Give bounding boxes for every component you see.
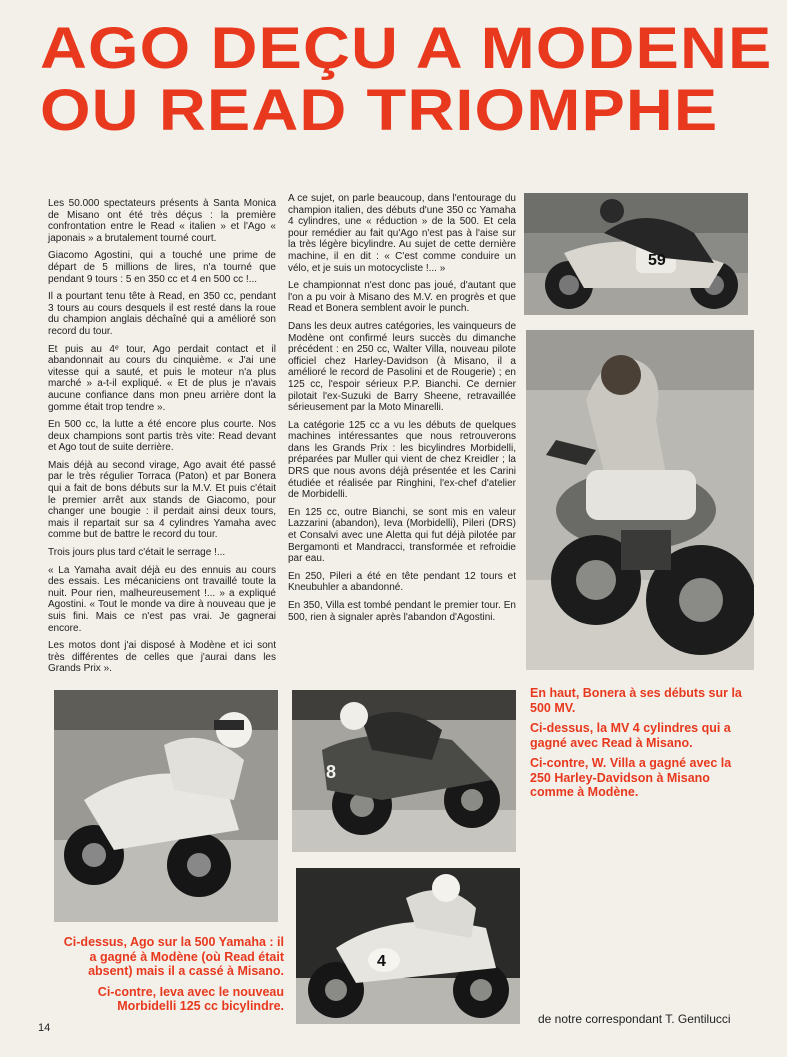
photo-ieva-morbidelli — [296, 868, 520, 1024]
paragraph: La catégorie 125 cc a vu les débuts de quelques machines intéressantes que nous retrouverons dans les Grands Prix : les bicylindres Morbidelli, préparées par Muller qui vient de chez Kreidler ; la DRS que nous avons déjà présentée et les Carini étudiée et réalisée par Ringhini, l'ex-chef d'atelier de Morbidelli. — [288, 419, 516, 501]
headline-line-2: OU READ TRIOMPHE — [40, 78, 719, 143]
paragraph: Dans les deux autres catégories, les vainqueurs de Modène ont confirmé leurs succès du dimanche précédent : en 250 cc, Walter Villa, nouveau pilote officiel chez Harley-Davidson (à Misano, il a amélioré le record de Pasolini et de Rougerie) ; en 125 cc, l'espoir sérieux P.P. Bianchi. Ce dernier pilotait l'ex-Suzuki de Barry Sheene, retravaillée sérieusement par la Moto Minarelli. — [288, 320, 516, 414]
caption-right — [530, 686, 750, 806]
paragraph: Et puis au 4ᵉ tour, Ago perdait contact et il abandonnait au cours du cinquième. « J'ai une vitesse qui a sauté, et puis le moteur n'a plus marché » a-t-il expliqué. « Et de plus je n'avais aucune confiance dans mon pneu arrière dont la gomme était trop tendre ». — [48, 343, 276, 413]
paragraph: « La Yamaha avait déjà eu des ennuis au cours des essais. Les mécaniciens ont travaillé toute la nuit. Pour rien, malheureusement !... » a expliqué Agostini. « Tout le monde va dire à nouveau que je suis fini. Mais ce n'est pas vrai. Je gagnerai encore. — [48, 564, 276, 634]
photo-mv-4-cylindres — [526, 330, 754, 670]
headline-line-1: AGO DEÇU A MODENE — [40, 16, 773, 81]
race-number: 4 — [377, 953, 386, 970]
photo-bonera-mv — [524, 193, 748, 315]
paragraph: A ce sujet, on parle beaucoup, dans l'entourage du champion italien, des débuts d'une 350 cc Yamaha 4 cylindres, une « réduction » de la 500. Et cela pour remédier au fait qu'Ago n'est pas à l'aise sur la très légère bicylindre. Au sujet de cette dernière machine, il en dit : « C'est comme conduire un vélo, et je suis un motocycliste !... » — [288, 193, 516, 274]
race-number: 8 — [326, 762, 337, 782]
headline — [40, 18, 787, 142]
race-number: 59 — [648, 252, 666, 269]
caption-text: Ci-contre, W. Villa a gagné avec la 250 Harley-Davidson à Misano comme à Modène. — [530, 756, 732, 799]
caption-left — [54, 935, 284, 1020]
photo-villa-harley-davidson — [292, 690, 516, 852]
paragraph: En 250, Pileri a été en tête pendant 12 tours et Kneubuhler a abandonné. — [288, 570, 516, 594]
photo-ago-yamaha — [54, 690, 278, 922]
paragraph: En 350, Villa est tombé pendant le premier tour. En 500, rien à signaler après l'abandon d'Agostini. — [288, 600, 516, 623]
caption-text: Ci-dessus, la MV 4 cylindres qui a gagné avec Read à Misano. — [530, 721, 731, 750]
caption-text: Ci-dessus, Ago sur la 500 Yamaha : il a gagné à Modène (où Read était absent) mais il a cassé à Misano. — [63, 935, 284, 978]
paragraph: Mais déjà au second virage, Ago avait été passé par le très régulier Torraca (Paton) et par Bonera qui a fait de bons débuts sur la M.V. Et puis c'était le premier arrêt aux stands de Giacomo, pour changer une bougie : il perdait ainsi deux tours, mais il repartait sur sa 4 cylindres Yamaha avec comme but de battre le record du tour. — [48, 459, 276, 541]
paragraph: En 125 cc, outre Bianchi, se sont mis en valeur Lazzarini (abandon), Ieva (Morbidelli), Pileri (DRS) et Consalvi avec une Aletta qui fut déjà pilotée par Bergamonti et Mandracci, transformée et refroidie par eau. — [288, 506, 516, 565]
paragraph: Les 50.000 spectateurs présents à Santa Monica de Misano ont été très déçus : la première confrontation entre le Read « italien » et l'Ago « japonais » a brutalement tourné court. — [48, 198, 276, 244]
paragraph: Il a pourtant tenu tête à Read, en 350 cc, pendant 3 tours au cours desquels il est resté dans la roue du champion anglais déchaîné qui a amélioré son record du tour. — [48, 291, 276, 337]
page-number: 14 — [38, 1022, 51, 1034]
caption-text: Ci-contre, Ieva avec le nouveau Morbidelli 125 cc bicylindre. — [97, 984, 284, 1013]
paragraph: Giacomo Agostini, qui a touché une prime de départ de 5 millions de lires, n'a tourné que pendant 9 tours : 5 en 350 cc et 4 en 500 cc !... — [48, 250, 276, 285]
paragraph: Le championnat n'est donc pas joué, d'autant que l'on a pu voir à Misano des M.V. en progrès et que Read et Bonera semblent avoir le punch. — [288, 280, 516, 315]
article-column-2 — [288, 193, 516, 629]
article-column-1 — [48, 198, 276, 681]
caption-text: En haut, Bonera à ses débuts sur la 500 MV. — [530, 686, 742, 715]
paragraph: En 500 cc, la lutte a été encore plus courte. Nos deux champions sont partis très vite: Read devant et Ago tout de suite derrière. — [48, 419, 276, 454]
paragraph: Les motos dont j'ai disposé à Modène et ici sont très différentes de celles que j'aurai dans les Grands Prix ». — [48, 640, 276, 675]
author-credit: de notre correspondant T. Gentilucci — [538, 1012, 731, 1026]
paragraph: Trois jours plus tard c'était le serrage !... — [48, 547, 226, 559]
